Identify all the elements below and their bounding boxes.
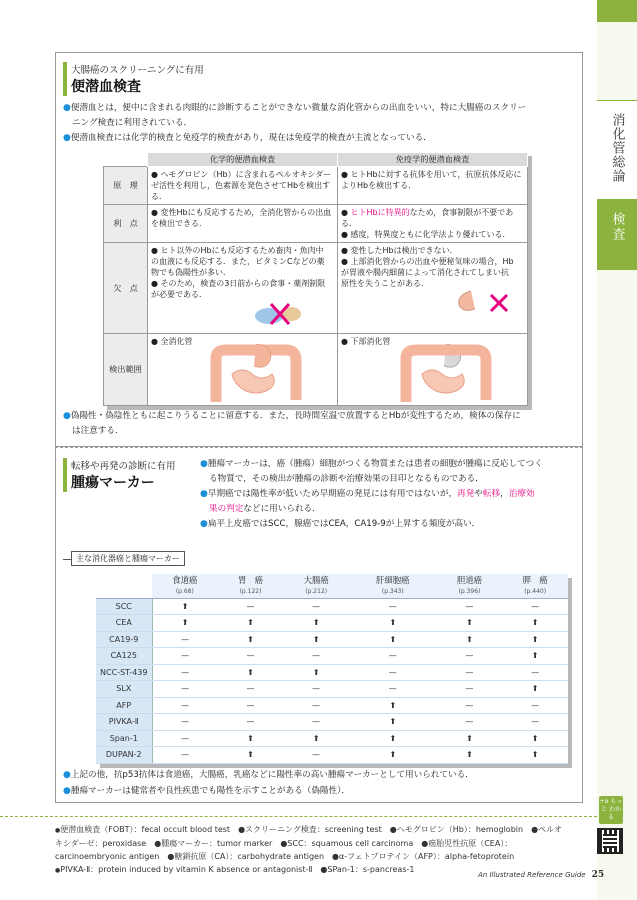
- col-page-ref: (p.396): [458, 587, 481, 595]
- tm-bullet-1: ●腫瘍マーカーは，癌（腫瘍）細胞がつくる物質または患者の細胞が腫瘍に反応してつく: [200, 459, 543, 469]
- section-tab-label: 検査: [609, 212, 625, 242]
- col-4: [437, 574, 503, 598]
- up-arrow-icon: ⬆: [349, 615, 437, 632]
- row-disadvantage: 欠 点: [104, 243, 148, 334]
- lower-gi-tract-illustration: [386, 344, 506, 406]
- marker-name: CEA: [96, 615, 152, 632]
- page-number: 25: [591, 870, 605, 880]
- col-page-ref: (p.343): [381, 587, 404, 595]
- dash-cell: —: [437, 648, 503, 665]
- section-tab[interactable]: [597, 200, 637, 270]
- col-name: 胃 癌: [237, 574, 264, 585]
- stomach-icon: [459, 291, 475, 310]
- up-arrow-icon: ⬆: [502, 615, 568, 632]
- dash-cell: —: [152, 730, 218, 747]
- marker-row: [96, 648, 568, 665]
- col-name: 大腸癌: [303, 574, 329, 585]
- col-page-ref: (p.122): [239, 587, 262, 595]
- dash-cell: —: [218, 648, 284, 665]
- dash-cell: —: [437, 664, 503, 681]
- bullet-dot-icon: ●: [63, 770, 71, 780]
- imm-advantage: ● ヒトHbに特異的なため，食事制限が不要である． ● 感度，特異度ともに化学法より優れている．: [338, 205, 528, 243]
- up-arrow-icon: ⬆: [349, 747, 437, 764]
- fobt-bullet-1-cont: ニング検査に利用されている．: [72, 118, 193, 128]
- marker-name: NCC-ST-439: [96, 664, 152, 681]
- dash-cell: —: [349, 598, 437, 615]
- fobt-note-cont: は注意する．: [72, 426, 124, 436]
- tumor-marker-title: 腫瘍マーカー: [71, 475, 155, 491]
- fobt-note: ●偽陽性・偽陰性ともに起こりうることに留意する．また，長時間室温で放置するとHbが変性するため，検体の保存に: [63, 411, 521, 421]
- dash-cell: —: [437, 681, 503, 698]
- label-tick: [63, 559, 71, 560]
- food-restriction-illustration: [151, 300, 331, 328]
- bullet-dot-icon: ●: [63, 786, 71, 796]
- fobt-title: 便潜血検査: [71, 79, 141, 95]
- up-arrow-icon: ⬆: [218, 615, 284, 632]
- tm-after-1: ●上記の他，抗p53抗体は食道癌，大腸癌，乳癌などに陽性率の高い腫瘍マーカーとして用いられている．: [63, 770, 474, 780]
- col-page-ref: (p.68): [175, 587, 194, 595]
- up-arrow-icon: ⬆: [437, 747, 503, 764]
- up-arrow-icon: ⬆: [349, 714, 437, 731]
- dash-cell: —: [283, 697, 349, 714]
- up-arrow-icon: ⬆: [502, 631, 568, 648]
- marker-row: [96, 714, 568, 731]
- tm-after-2: ●腫瘍マーカーは健常者や良性疾患でも陽性を示すことがある（偽陽性）．: [63, 786, 350, 796]
- fobt-bullet-1: ●便潜血とは，便中に含まれる肉眼的に診断することができない微量な消化管からの出血をいい，特に大腸癌のスクリー: [63, 103, 527, 113]
- alpha-more-badge[interactable]: +α もっと わかる: [599, 796, 623, 824]
- dash-cell: —: [349, 648, 437, 665]
- footer-divider: [0, 816, 597, 817]
- marker-name: Span-1: [96, 730, 152, 747]
- row-advantage: 利 点: [104, 205, 148, 243]
- dash-cell: —: [152, 747, 218, 764]
- marker-row: [96, 747, 568, 764]
- imm-disadvantage: ● 変性したHbは検出できない． ● 上部消化管からの出血や便秘気味の場合，Hbが胃液や腸内細菌によって消化されてしまい抗原性を失うことがある．: [338, 243, 528, 334]
- dash-cell: —: [218, 681, 284, 698]
- marker-row: [96, 615, 568, 632]
- chem-disadvantage: ● ヒト以外のHbにも反応するため畜肉・魚肉中の血液にも反応する．また，ビタミンCなどの薬物でも偽陽性が多い． ● そのため，検査の3日前からの食事・薬剤制限が必要である．: [148, 243, 338, 334]
- up-arrow-icon: ⬆: [349, 730, 437, 747]
- intestine-icon: [232, 370, 274, 393]
- dash-cell: —: [283, 747, 349, 764]
- marker-row: [96, 631, 568, 648]
- cross-icon: [491, 295, 507, 311]
- page-footer: An Illustrated Reference Guide 25: [478, 870, 605, 880]
- tumor-marker-table: [96, 574, 568, 764]
- dash-cell: —: [283, 648, 349, 665]
- dash-cell: —: [218, 714, 284, 731]
- marker-name: CA19-9: [96, 631, 152, 648]
- dash-cell: —: [502, 697, 568, 714]
- col-name: 胆道癌: [456, 574, 482, 585]
- up-arrow-icon: ⬆: [437, 631, 503, 648]
- marker-table-label: 主な消化器癌と腫瘍マーカー: [71, 551, 185, 566]
- marker-row: [96, 664, 568, 681]
- marker-row: [96, 681, 568, 698]
- col-immunological: 免疫学的便潜血検査: [338, 153, 528, 167]
- whole-gi-tract-illustration: [196, 344, 316, 406]
- tumor-marker-subtitle: 転移や再発の診断に有用: [71, 461, 176, 472]
- dash-cell: —: [152, 697, 218, 714]
- row-principle: 原 理: [104, 167, 148, 205]
- glossary-line-1: ●便潜血検査（FOBT）：fecal occult blood test ●スクリーニング検査：screening test ●ヘモグロビン（Hb）：hemoglobin ●ペルオ: [55, 825, 563, 834]
- table-corner: [96, 574, 152, 598]
- bullet-dot-icon: ●: [63, 411, 71, 421]
- section-accent-bar: [63, 458, 67, 492]
- table-corner: [104, 153, 148, 167]
- qr-code-icon[interactable]: [597, 828, 623, 854]
- dash-cell: —: [218, 697, 284, 714]
- up-arrow-icon: ⬆: [283, 730, 349, 747]
- up-arrow-icon: ⬆: [349, 697, 437, 714]
- col-1: [218, 574, 284, 598]
- chem-principle: ● ヘモグロビン（Hb）に含まれるペルオキシダーゼ活性を利用し，色素源を発色させてHbを検出する．: [148, 167, 338, 205]
- tm-bullet-1-cont: る物質で，その検出が腫瘍の診断や治療効果の目印となるものである．: [209, 474, 484, 484]
- marker-name: SCC: [96, 598, 152, 615]
- glossary-footer: [55, 823, 595, 877]
- chapter-tab[interactable]: [597, 100, 637, 200]
- col-chemical: 化学的便潜血検査: [148, 153, 338, 167]
- glossary-line-4: ●PIVKA-Ⅱ：protein induced by vitamin K absence or antagonist-Ⅱ ●SPan-1：s-pancreas-1: [55, 865, 415, 874]
- marker-table-header: [96, 574, 568, 598]
- marker-name: CA125: [96, 648, 152, 665]
- fobt-subtitle: 大腸癌のスクリーニングに有用: [71, 65, 204, 76]
- fobt-compare-table: [103, 152, 528, 406]
- bullet-dot-icon: ●: [63, 103, 71, 113]
- dash-cell: —: [349, 681, 437, 698]
- up-arrow-icon: ⬆: [283, 664, 349, 681]
- col-page-ref: (p.212): [305, 587, 328, 595]
- chem-advantage: ● 変性Hbにも反応するため，全消化管からの出血を検出できる．: [148, 205, 338, 243]
- bullet-dot-icon: ●: [200, 459, 208, 469]
- up-arrow-icon: ⬆: [218, 730, 284, 747]
- up-arrow-icon: ⬆: [437, 615, 503, 632]
- dash-cell: —: [502, 714, 568, 731]
- rail-top-band: [597, 0, 637, 22]
- chem-range: ● 全消化管: [148, 334, 338, 406]
- col-name: 肝細胞癌: [376, 574, 410, 585]
- marker-table-body: [96, 598, 568, 763]
- intestine-icon: [422, 370, 464, 393]
- col-page-ref: (p.440): [524, 587, 547, 595]
- dash-cell: —: [152, 664, 218, 681]
- col-3: [349, 574, 437, 598]
- dash-cell: —: [152, 648, 218, 665]
- col-2: [283, 574, 349, 598]
- marker-row: [96, 598, 568, 615]
- up-arrow-icon: ⬆: [502, 648, 568, 665]
- dash-cell: —: [152, 714, 218, 731]
- up-arrow-icon: ⬆: [349, 631, 437, 648]
- up-arrow-icon: ⬆: [283, 631, 349, 648]
- dash-cell: —: [502, 664, 568, 681]
- tm-bullet-3: ●扁平上皮癌ではSCC，腺癌ではCEA，CA19-9が上昇する頻度が高い．: [200, 519, 481, 529]
- chapter-tab-label: 消化管総論: [609, 113, 625, 183]
- dash-cell: —: [502, 598, 568, 615]
- up-arrow-icon: ⬆: [502, 681, 568, 698]
- dash-cell: —: [283, 714, 349, 731]
- marker-name: SLX: [96, 681, 152, 698]
- up-arrow-icon: ⬆: [437, 730, 503, 747]
- imm-principle: ● ヒトHbに対する抗体を用いて，抗原抗体反応によりHbを検出する．: [338, 167, 528, 205]
- tm-bullet-2-cont: 果の判定などに用いられる．: [209, 504, 321, 514]
- up-arrow-icon: ⬆: [218, 631, 284, 648]
- up-arrow-icon: ⬆: [502, 730, 568, 747]
- up-arrow-icon: ⬆: [283, 615, 349, 632]
- stomach-cross-illustration: [341, 289, 521, 313]
- bullet-dot-icon: ●: [200, 489, 208, 499]
- marker-name: PIVKA-Ⅱ: [96, 714, 152, 731]
- dash-cell: —: [437, 598, 503, 615]
- marker-name: DUPAN-2: [96, 747, 152, 764]
- col-name: 食道癌: [172, 574, 198, 585]
- up-arrow-icon: ⬆: [502, 747, 568, 764]
- marker-row: [96, 697, 568, 714]
- section-accent-bar: [63, 62, 67, 96]
- section-divider: [55, 447, 583, 448]
- dash-cell: —: [218, 598, 284, 615]
- tm-bullet-2: ●早期癌では陽性率が低いため早期癌の発見には有用ではないが，再発や転移，治療効: [200, 489, 535, 499]
- imm-range: ● 下部消化管: [338, 334, 528, 406]
- dash-cell: —: [349, 664, 437, 681]
- glossary-line-2: キシダーゼ：peroxidase ●腫瘍マーカー：tumor marker ●SCC：squamous cell carcinoma ●癌胎児性抗原（CEA）：: [55, 839, 513, 848]
- up-arrow-icon: ⬆: [152, 598, 218, 615]
- marker-name: AFP: [96, 697, 152, 714]
- up-arrow-icon: ⬆: [218, 664, 284, 681]
- dash-cell: —: [283, 598, 349, 615]
- dash-cell: —: [152, 681, 218, 698]
- dash-cell: —: [152, 631, 218, 648]
- marker-row: [96, 730, 568, 747]
- row-detection-range: 検出範囲: [104, 334, 148, 406]
- col-0: [152, 574, 218, 598]
- dash-cell: —: [437, 697, 503, 714]
- bullet-dot-icon: ●: [63, 133, 71, 143]
- col-name: 膵 癌: [522, 574, 548, 585]
- dash-cell: —: [437, 714, 503, 731]
- dash-cell: —: [283, 681, 349, 698]
- fobt-bullet-2: ●便潜血検査には化学的検査と免疫学的検査があり，現在は免疫学的検査が主流となっている．: [63, 133, 432, 143]
- col-5: [502, 574, 568, 598]
- bullet-dot-icon: ●: [200, 519, 208, 529]
- up-arrow-icon: ⬆: [218, 747, 284, 764]
- glossary-line-3: carcinoembryonic antigen ●糖鎖抗原（CA）：carbohydrate antigen ●α-フェトプロテイン（AFP）：alpha-fetoprotein: [55, 852, 515, 861]
- up-arrow-icon: ⬆: [152, 615, 218, 632]
